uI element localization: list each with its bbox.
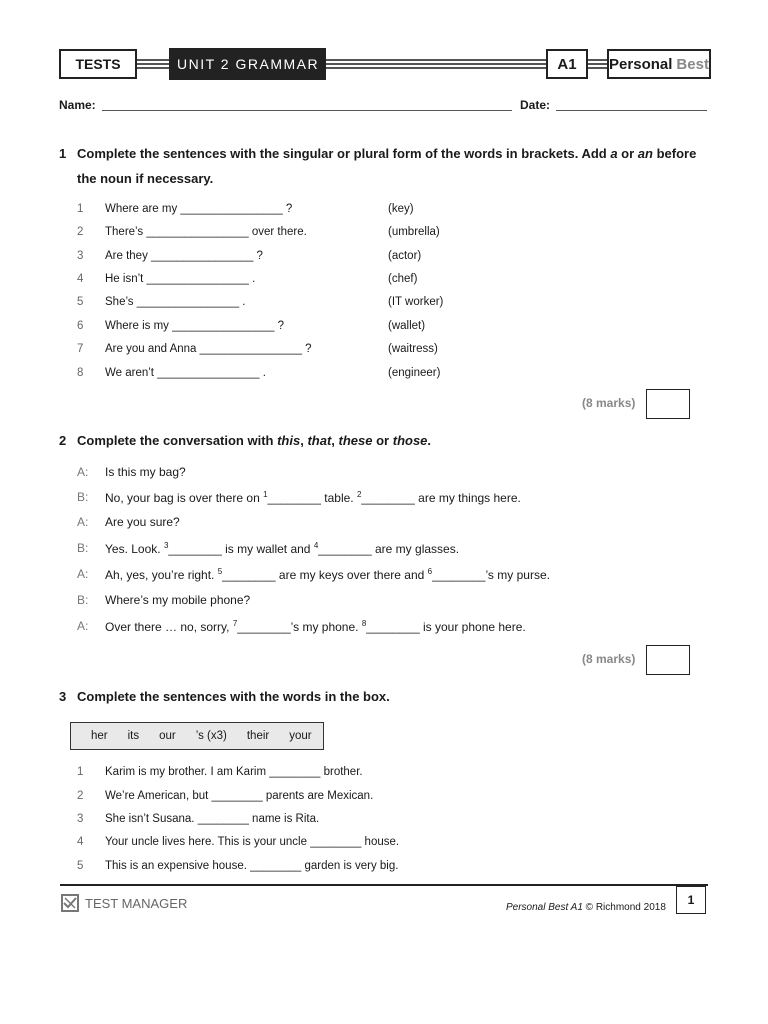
item-number: 1 [77,766,84,778]
copyright [506,902,666,913]
q1-score-box[interactable] [646,389,690,419]
speaker: B: [77,593,89,607]
q3-item [0,860,768,878]
item-hint: (engineer) [388,367,441,379]
dialogue-line [0,490,768,510]
dialogue-line [0,541,768,561]
date-label: Date: [520,98,551,112]
q2-marks: (8 marks) [582,652,636,666]
q2-instruction [77,428,707,453]
item-sentence[interactable]: Where is my ________________ ? [105,320,285,332]
speaker: A: [77,465,89,479]
copyright-title: Personal Best A1 [506,902,583,913]
q1-word-an: an [637,146,653,161]
q2-dot: . [427,433,432,448]
q1-item [0,250,768,268]
test-manager-logo [61,894,187,912]
level-badge: A1 [546,49,588,79]
item-number: 3 [77,813,84,825]
speaker: B: [77,541,89,555]
dialogue-text[interactable]: No, your bag is over there on $^1$________ table. $^2$________ are my things here. [105,490,521,505]
item-hint: (actor) [388,250,422,262]
word-box [70,722,324,750]
test-manager-text: TEST MANAGER [85,895,188,911]
dialogue-line [0,593,768,613]
q1-header [0,141,768,193]
item-hint: (IT worker) [388,296,444,308]
dialogue-text[interactable]: Ah, yes, you’re right. $^5$________ are my keys over there and $^6$________’s my purse. [105,567,550,582]
footer-rule [60,884,708,886]
tests-label: TESTS [59,49,137,79]
q2-word-that: that [307,433,332,448]
brand-logo [607,49,711,79]
date-field[interactable] [556,98,707,111]
item-sentence[interactable]: We aren’t ________________ . [105,367,266,379]
q1-instruction-part: Complete the sentences with the singular or plural form of the words in brackets. Add [77,146,611,161]
q1-number: 1 [59,146,67,161]
item-sentence[interactable]: We’re American, but ________ parents are Mexican. [105,790,374,802]
dialogue-line [0,619,768,639]
word: our [159,730,176,742]
brand-personal: Personal [609,55,673,73]
copyright-publisher: © Richmond 2018 [582,902,666,913]
brand-best: Best [676,55,709,73]
q2-sep: , [331,433,339,448]
q1-item [0,320,768,338]
q3-header [0,684,768,710]
item-number: 4 [77,273,84,285]
item-hint: (wallet) [388,320,426,332]
item-number: 7 [77,343,84,355]
dialogue-line [0,515,768,535]
item-number: 6 [77,320,84,332]
q1-word-a: a [610,146,618,161]
dialogue-text: Is this my bag? [105,465,186,479]
q3-item [0,836,768,854]
q3-item [0,813,768,831]
item-number: 2 [77,226,84,238]
q3-instruction: Complete the sentences with the words in the box. [77,689,390,704]
item-number: 5 [77,860,84,872]
page-number: 1 [676,886,706,914]
dialogue-line [0,567,768,587]
q3-item [0,790,768,808]
word: your [289,730,312,742]
item-hint: (chef) [388,273,418,285]
dialogue-text[interactable]: Over there … no, sorry, $^7$________’s my phone. $^8$________ is your phone here. [105,619,526,634]
q1-item [0,367,768,385]
q2-score-box[interactable] [646,645,690,675]
q3-item [0,766,768,784]
name-label: Name: [59,98,96,112]
item-number: 2 [77,790,84,802]
speaker: B: [77,490,89,504]
q1-instruction-end: before the noun if necessary. [77,146,697,186]
word: her [91,730,108,742]
item-sentence[interactable]: Where are my ________________ ? [105,203,293,215]
q1-instruction [77,141,707,191]
q1-item [0,296,768,314]
q1-or: or [617,146,638,161]
item-number: 5 [77,296,84,308]
q2-number: 2 [59,433,67,448]
q3-number: 3 [59,689,67,704]
word: its [127,730,140,742]
unit-title: UNIT 2 GRAMMAR [169,48,326,80]
q2-word-this: this [277,433,301,448]
q1-item [0,203,768,221]
item-sentence[interactable]: Karim is my brother. I am Karim ________ brother. [105,766,363,778]
q2-or: or [372,433,393,448]
dialogue-text: Where’s my mobile phone? [105,593,251,607]
test-manager-icon [61,894,79,912]
item-hint: (umbrella) [388,226,440,238]
item-sentence[interactable]: He isn’t ________________ . [105,273,256,285]
word: their [246,730,270,742]
q1-item [0,273,768,291]
speaker: A: [77,515,89,529]
q2-instruction-part: Complete the conversation with [77,433,278,448]
item-sentence[interactable]: She’s ________________ . [105,296,246,308]
q1-marks: (8 marks) [582,396,636,410]
q1-item [0,343,768,361]
word: ’s (x3) [195,730,227,742]
speaker: A: [77,567,89,581]
item-number: 3 [77,250,84,262]
item-number: 8 [77,367,84,379]
q2-header [0,428,768,454]
dialogue-text[interactable]: Yes. Look. $^3$________ is my wallet and $^4$________ are my glasses. [105,541,460,556]
item-sentence[interactable]: Are you and Anna ________________ ? [105,343,312,355]
q2-sep: , [300,433,308,448]
speaker: A: [77,619,89,633]
dialogue-line [0,465,768,485]
q2-word-those: those [392,433,428,448]
name-field[interactable] [102,98,512,111]
q1-item [0,226,768,244]
item-sentence[interactable]: This is an expensive house. ________ garden is very big. [105,860,399,872]
item-sentence[interactable]: There’s ________________ over there. [105,226,307,238]
item-sentence[interactable]: Are they ________________ ? [105,250,263,262]
item-sentence[interactable]: Your uncle lives here. This is your uncle ________ house. [105,836,400,848]
q2-word-these: these [338,433,373,448]
item-sentence[interactable]: She isn’t Susana. ________ name is Rita. [105,813,320,825]
item-hint: (key) [388,203,414,215]
item-number: 4 [77,836,84,848]
item-hint: (waitress) [388,343,438,355]
item-number: 1 [77,203,84,215]
dialogue-text: Are you sure? [105,515,180,529]
